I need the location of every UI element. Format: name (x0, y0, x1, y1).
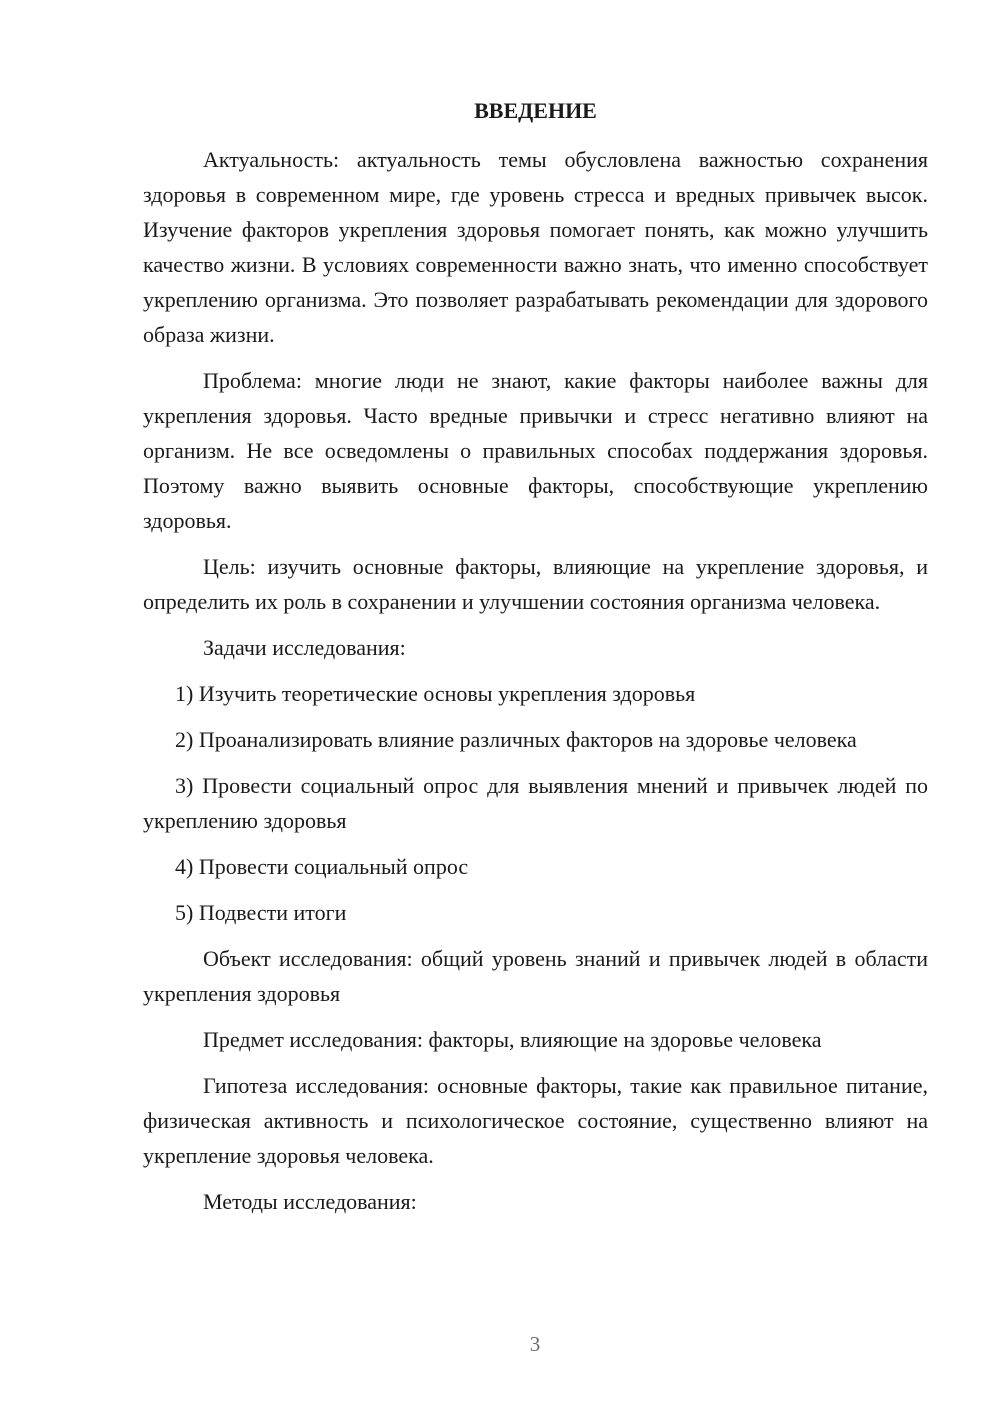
paragraph-methods-heading: Методы исследования: (203, 1189, 417, 1214)
paragraph-hypothesis: Гипотеза исследования: основные факторы, такие как правильное питание, физическая активность и психологическое состояние, существенно влияют на укрепление здоровья человека. (143, 1073, 928, 1168)
list-item-task-3: 3) Провести социальный опрос для выявления мнений и привычек людей по укреплению здоровья (143, 773, 928, 833)
paragraph-goal: Цель: изучить основные факторы, влияющие на укрепление здоровья, и определить их роль в сохранении и улучшении состояния организма человека. (143, 554, 928, 614)
section-heading: ВВЕДЕНИЕ (474, 98, 597, 123)
paragraph-object: Объект исследования: общий уровень знаний и привычек людей в области укрепления здоровья (143, 946, 928, 1006)
page-number: 3 (529, 1332, 541, 1356)
list-item-task-4: 4) Провести социальный опрос (175, 854, 469, 879)
paragraph-subject: Предмет исследования: факторы, влияющие на здоровье человека (203, 1027, 822, 1052)
list-item-task-2: 2) Проанализировать влияние различных факторов на здоровье человека (175, 727, 857, 752)
document-page (143, 96, 928, 1230)
list-item-task-1: 1) Изучить теоретические основы укрепления здоровья (175, 681, 696, 706)
paragraph-tasks-heading: Задачи исследования: (203, 635, 406, 660)
paragraph-relevance: Актуальность: актуальность темы обусловлена важностью сохранения здоровья в современном мире, где уровень стресса и вредных привычек высок. Изучение факторов укрепления здоровья помогает понять, как можно улучшить качество жизни. В условиях современности важно знать, что именно способствует укреплению организма. Это позволяет разрабатывать рекомендации для здорового образа жизни. (143, 147, 928, 347)
list-item-task-5: 5) Подвести итоги (175, 900, 347, 925)
paragraph-problem: Проблема: многие люди не знают, какие факторы наиболее важны для укрепления здоровья. Часто вредные привычки и стресс негативно влияют на организм. Не все осведомлены о правильных способах поддержания здоровья. Поэтому важно выявить основные факторы, способствующие укреплению здоровья. (143, 368, 928, 533)
